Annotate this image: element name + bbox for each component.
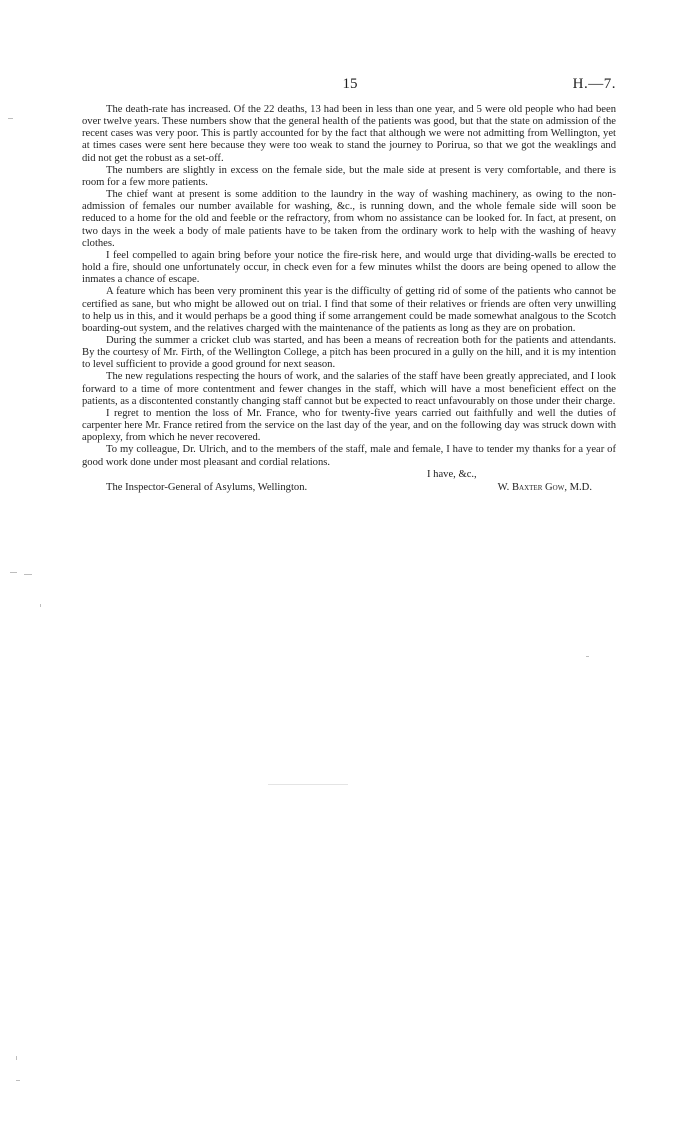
paragraph-mr-france: I regret to mention the loss of Mr. France, who for twenty-five years carried out faithfully and well the duties of carpenter here Mr. France retired from the service on the last day of the year, and on the following day was struck down with apoplexy, from which he never recovered. [82,407,616,444]
paragraph-probation: A feature which has been very prominent this year is the difficulty of getting rid of some of the patients who cannot be certified as sane, but who might be allowed out on trial. I find that some of their relatives or friends are often very unwilling to help us in this, and it would perhaps be a good thing if some arrangement could be made somewhat analgous to the Scotch boarding-out system, and the relatives charged with the maintenance of the patients as long as they are on probation. [82,286,616,334]
scan-speck [10,572,17,573]
scan-speck [8,118,13,119]
scan-speck [40,604,41,607]
document-reference: H.—7. [572,76,616,92]
paragraph-fire-risk: I feel compelled to again bring before your notice the fire-risk here, and would urge that dividing-walls be erected to hold a fire, should one unfortunately occur, in check even for a few minutes whilst the doors are being opened to allow the inmates a chance of escape. [82,249,616,286]
page-number: 15 [342,76,358,92]
scan-speck [586,656,589,657]
scan-speck [16,1080,20,1081]
addressee: The Inspector-General of Asylums, Wellington. [106,481,308,493]
paragraph-regulations: The new regulations respecting the hours of work, and the salaries of the staff have been greatly appreciated, and I look forward to a time of more contentment and fewer changes in the staff, which will have a most beneficient effect on the patients, as a discontented constantly changing staff cannot but be expected to react unfavourably on those under their charge. [82,371,616,407]
report-body [82,104,616,494]
scan-speck [268,784,348,785]
scan-speck [24,574,32,575]
paragraph-cricket-club: During the summer a cricket club was started, and has been a means of recreation both for the patients and attendants. By the courtesy of Mr. Firth, of the Wellington College, a pitch has been procured in a gully on the hill, and it is my intention to level sufficient to provide a good ground for next season. [82,334,616,371]
paragraph-death-rate: The death-rate has increased. Of the 22 deaths, 13 had been in less than one year, and 5 were old people who had been over twelve years. These numbers show that the general health of the patients was good, but that the state on admission of the recent cases was very poor. This is partly accounted for by the fact that although we were not admitting from Wellington, yet at times cases were sent here because they were too weak to stand the journey to Porirua, so that we got the weaklings and did not get the robust as a set-off. [82,104,616,164]
closing-salutation: I have, &c., [427,468,477,480]
scan-speck [16,1056,17,1060]
signature-row [82,482,616,494]
paragraph-thanks: To my colleague, Dr. Ulrich, and to the members of the staff, male and female, I have to tender my thanks for a year of good work done under most pleasant and cordial relations. [82,444,616,468]
paragraph-numbers: The numbers are slightly in excess on the female side, but the male side at present is very comfortable, and there is room for a few more patients. [82,164,616,188]
paragraph-laundry: The chief want at present is some addition to the laundry in the way of washing machinery, as owing to the non-admission of females our number available for washing, &c., is running down, and the whole female side will soon be reduced to a home for the old and feeble or the refractory, from whom no assistance can be looked for. In fact, at present, on two days in the week a body of male patients have to be taken from the ordinary work to help with the washing of heavy clothes. [82,189,616,249]
signature-author: W. Baxter Gow, M.D. [497,481,592,493]
